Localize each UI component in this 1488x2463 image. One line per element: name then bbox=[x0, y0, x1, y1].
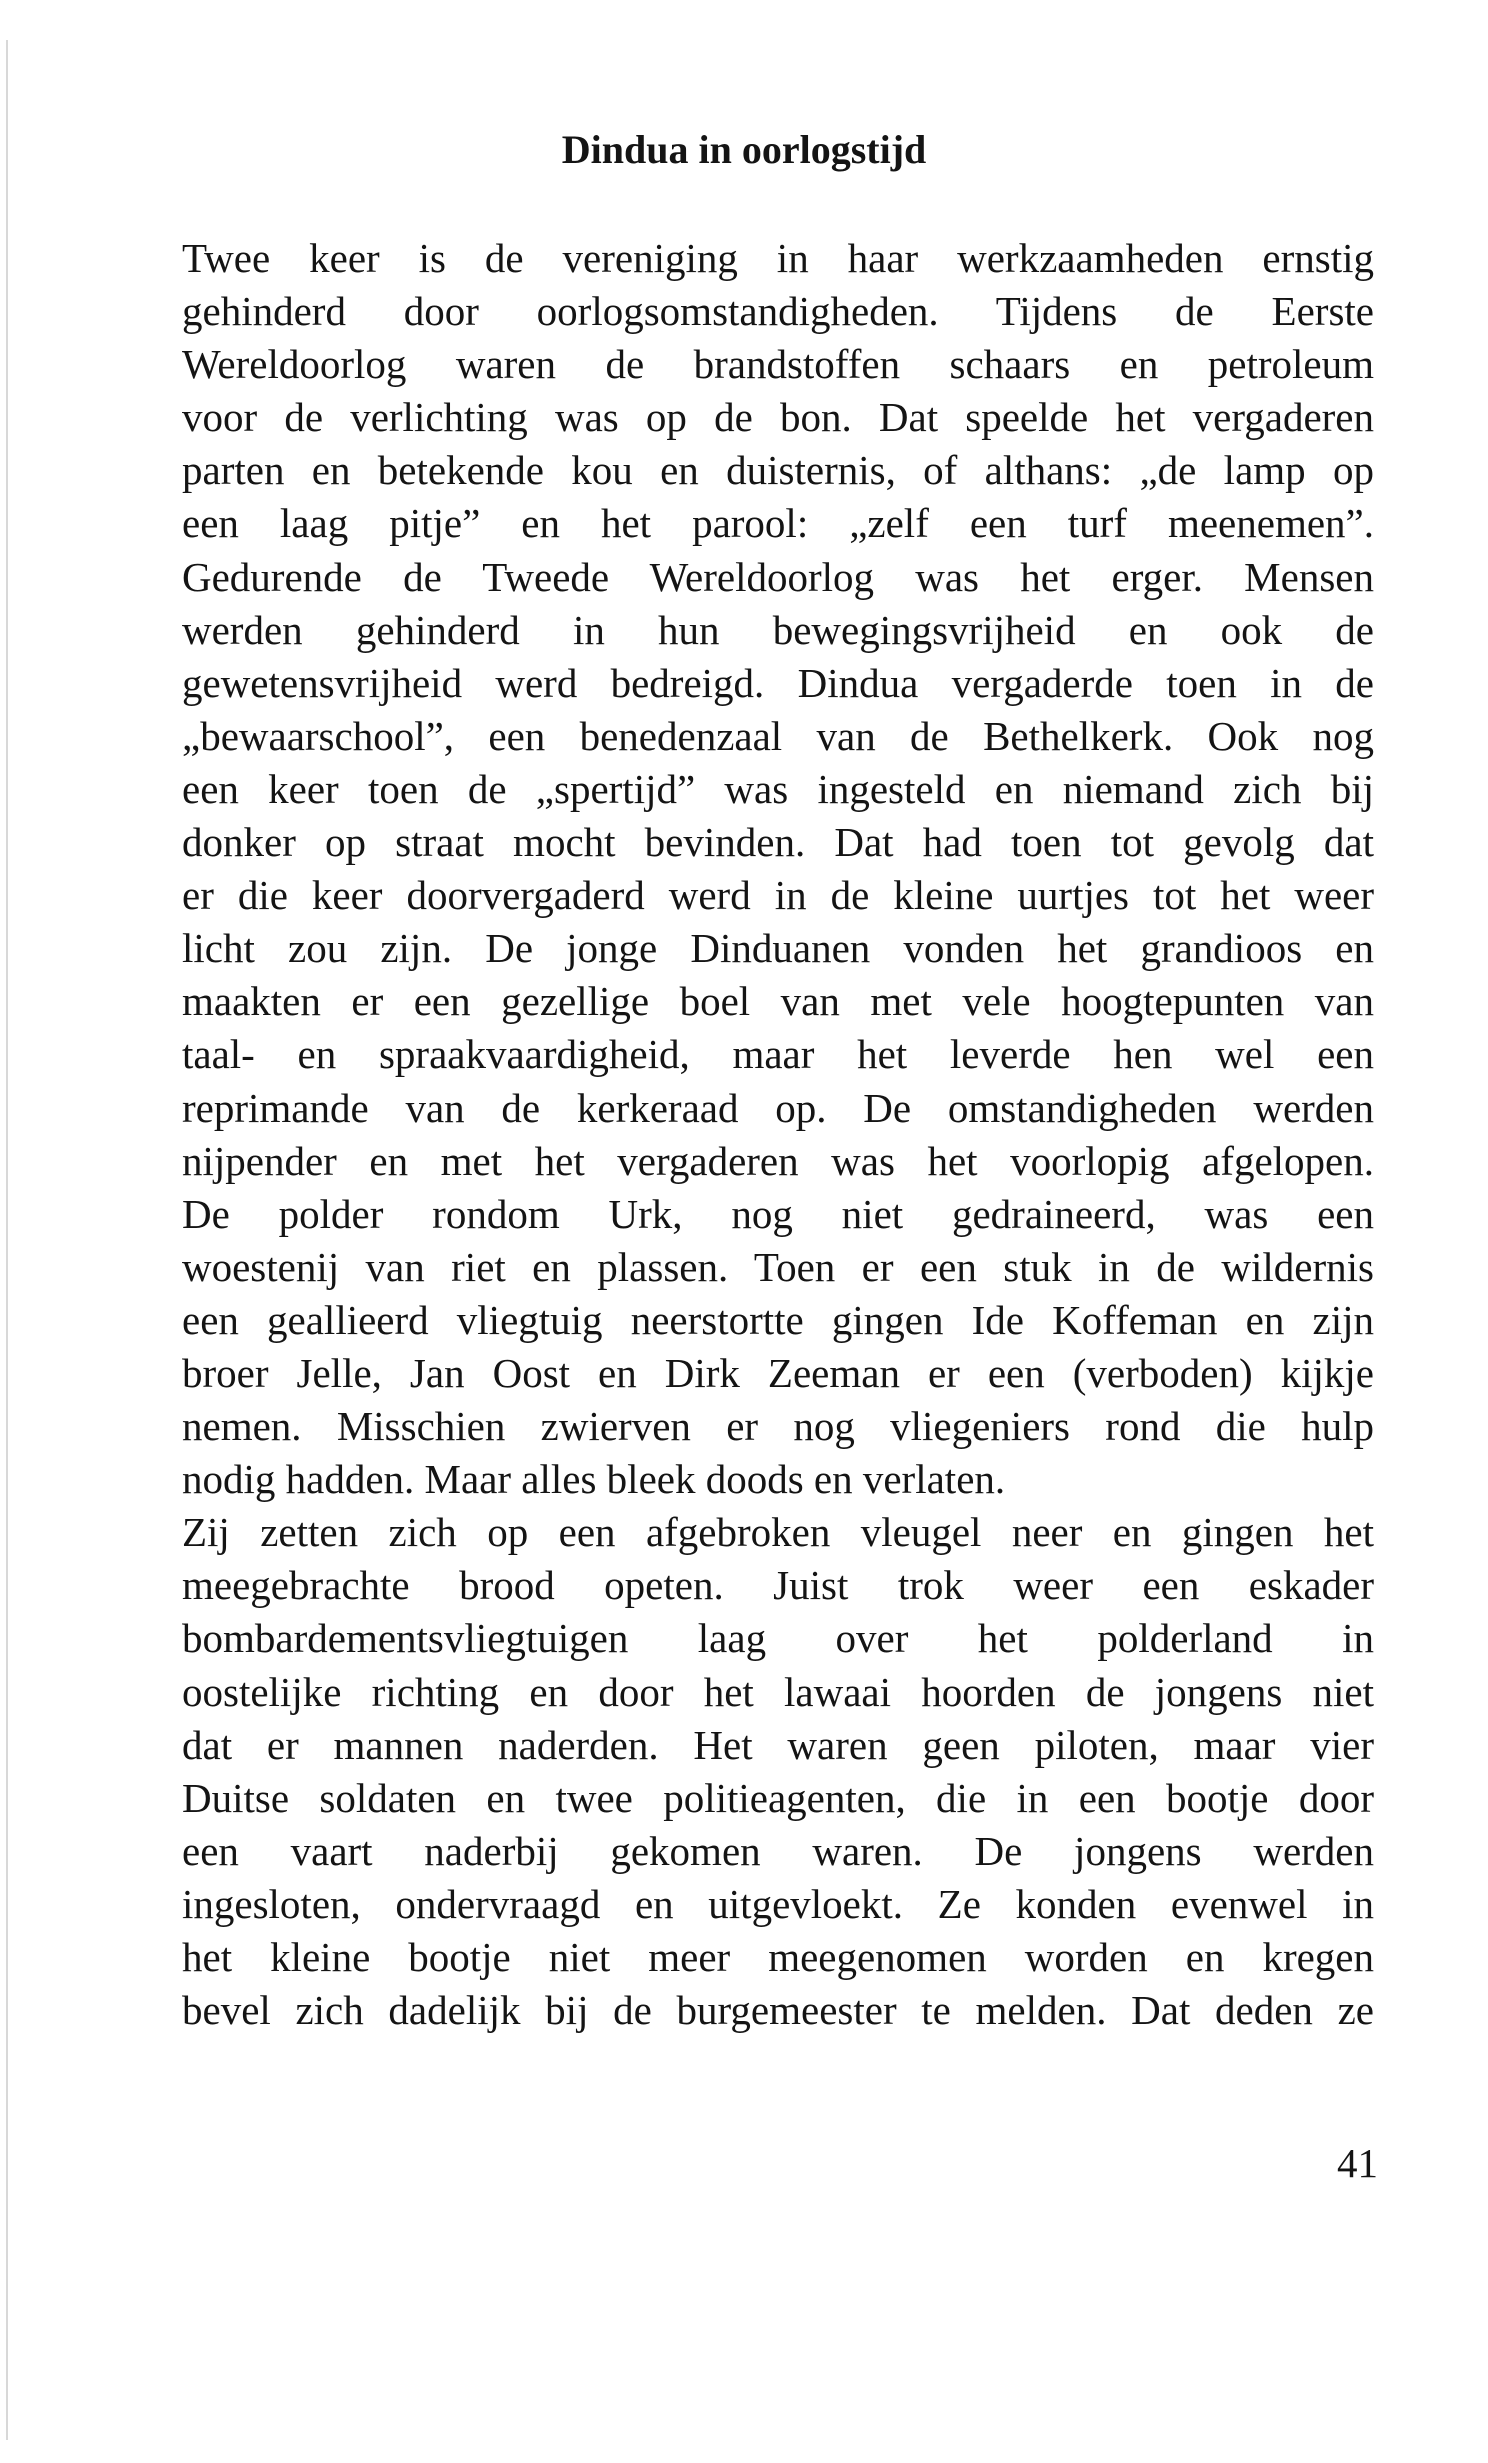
text-line: Wereldoorlog waren de brandstoffen schaars en petroleum bbox=[182, 341, 1374, 388]
text-line: gehinderd door oorlogsomstandigheden. Tijdens de Eerste bbox=[182, 288, 1374, 335]
text-line: werden gehinderd in hun bewegingsvrijheid en ook de bbox=[182, 606, 1374, 653]
text-line: licht zou zijn. De jonge Dinduanen vonden het grandioos en bbox=[182, 925, 1374, 972]
text-line: oostelijke richting en door het lawaai hoorden de jongens niet bbox=[182, 1668, 1374, 1715]
text-line: voor de verlichting was op de bon. Dat speelde het vergaderen bbox=[182, 394, 1374, 441]
text-line: nemen. Misschien zwierven er nog vliegeniers rond die hulp bbox=[182, 1403, 1374, 1450]
text-line: dat er mannen naderden. Het waren geen piloten, maar vier bbox=[182, 1721, 1374, 1768]
text-line: gewetensvrijheid werd bedreigd. Dindua vergaderde toen in de bbox=[182, 659, 1374, 706]
text-line: meegebrachte brood opeten. Juist trok weer een eskader bbox=[182, 1562, 1374, 1609]
text-line: woestenij van riet en plassen. Toen er een stuk in de wildernis bbox=[182, 1243, 1374, 1290]
text-line: De polder rondom Urk, nog niet gedraineerd, was een bbox=[182, 1190, 1374, 1237]
page-title: Dindua in oorlogstijd bbox=[561, 127, 927, 172]
text-line: taal- en spraakvaardigheid, maar het leverde hen wel een bbox=[182, 1031, 1374, 1078]
text-line: Gedurende de Tweede Wereldoorlog was het erger. Mensen bbox=[182, 553, 1374, 600]
text-line: nijpender en met het vergaderen was het voorlopig afgelopen. bbox=[182, 1137, 1374, 1184]
text-line: nodig hadden. Maar alles bleek doods en verlaten. bbox=[182, 1456, 1006, 1503]
text-line: er die keer doorvergaderd werd in de kleine uurtjes tot het weer bbox=[182, 872, 1374, 919]
text-line: ingesloten, ondervraagd en uitgevloekt. Ze konden evenwel in bbox=[182, 1880, 1374, 1927]
text-line: een vaart naderbij gekomen waren. De jongens werden bbox=[182, 1827, 1374, 1874]
page-edge-rule bbox=[6, 40, 8, 2440]
text-line: een laag pitje” en het parool: „zelf een turf meenemen”. bbox=[182, 500, 1374, 547]
text-line: het kleine bootje niet meer meegenomen worden en kregen bbox=[182, 1934, 1374, 1980]
text-line: parten en betekende kou en duisternis, of althans: „de lamp op bbox=[182, 447, 1374, 494]
text-line: een geallieerd vliegtuig neerstortte gingen Ide Koffeman en zijn bbox=[182, 1296, 1374, 1343]
text-line: reprimande van de kerkeraad op. De omstandigheden werden bbox=[182, 1084, 1374, 1131]
text-line: Duitse soldaten en twee politieagenten, die in een bootje door bbox=[182, 1774, 1374, 1821]
text-line: bombardementsvliegtuigen laag over het polderland in bbox=[182, 1615, 1374, 1662]
text-line: bevel zich dadelijk bij de burgemeester te melden. Dat deden ze bbox=[182, 1987, 1374, 2034]
text-line: een keer toen de „spertijd” was ingesteld en niemand zich bij bbox=[182, 765, 1374, 812]
text-line: Twee keer is de vereniging in haar werkzaamheden ernstig bbox=[182, 235, 1374, 281]
text-line: Zij zetten zich op een afgebroken vleugel neer en gingen het bbox=[182, 1509, 1374, 1556]
text-line: „bewaarschool”, een benedenzaal van de Bethelkerk. Ook nog bbox=[182, 712, 1374, 759]
page-number: 41 bbox=[1337, 2140, 1378, 2186]
text-line: donker op straat mocht bevinden. Dat had toen tot gevolg dat bbox=[182, 819, 1374, 866]
text-line: maakten er een gezellige boel van met vele hoogtepunten van bbox=[182, 978, 1374, 1025]
body-text bbox=[182, 232, 1374, 2037]
text-line: broer Jelle, Jan Oost en Dirk Zeeman er een (verboden) kijkje bbox=[182, 1349, 1374, 1396]
